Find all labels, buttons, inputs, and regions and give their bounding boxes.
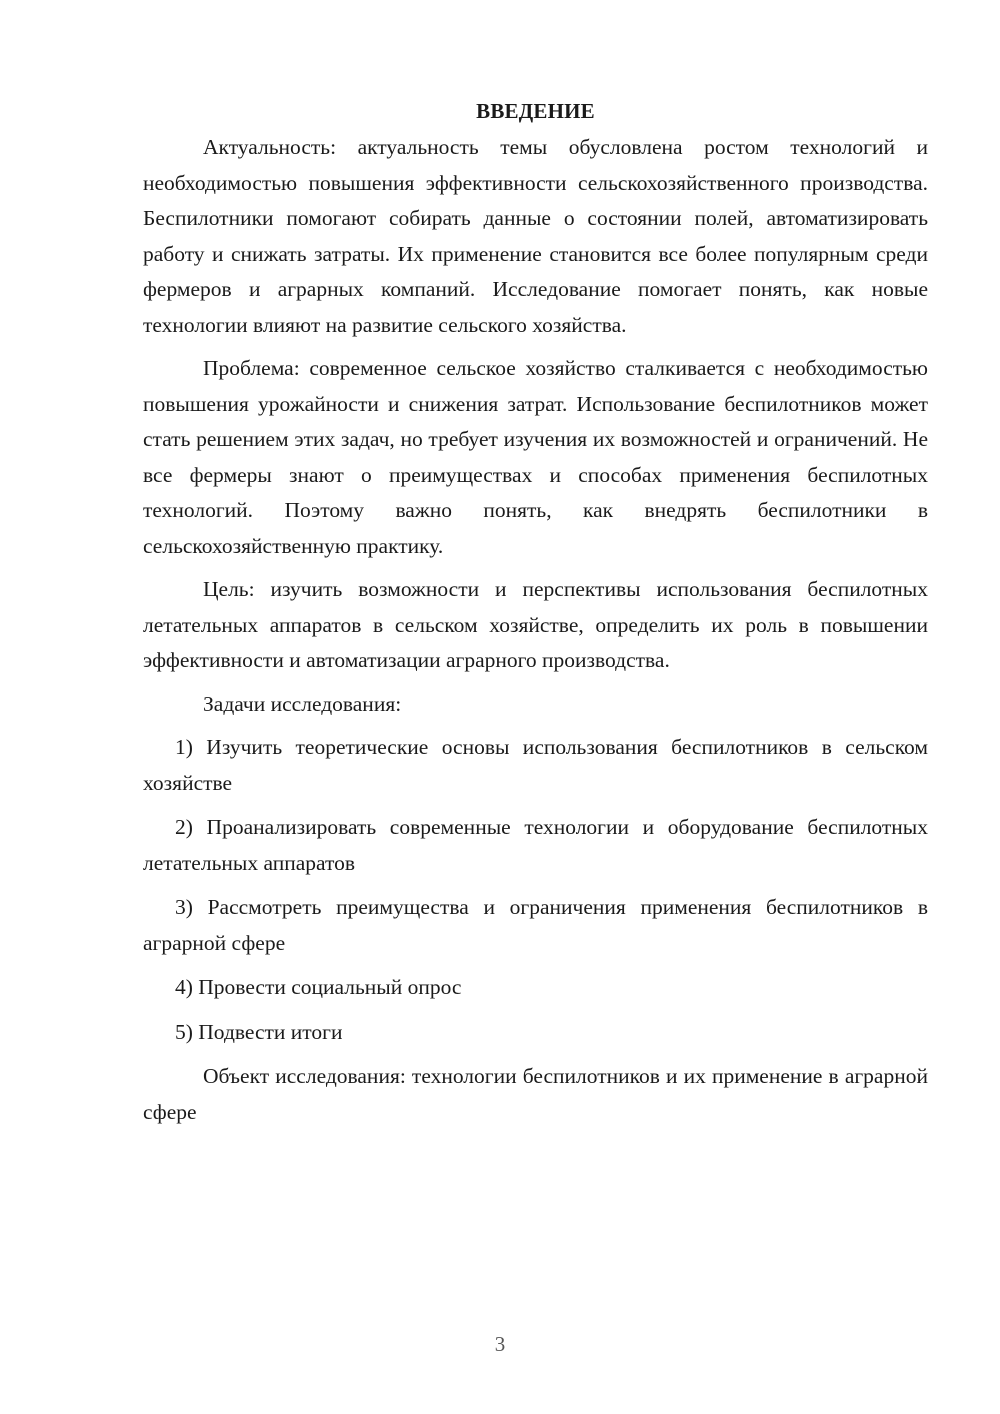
list-item: 5) Подвести итоги [175,1019,343,1044]
list-item: 1) Изучить теоретические основы использования беспилотников в сельском хозяйстве [143,735,928,795]
list-item: 3) Рассмотреть преимущества и ограничения применения беспилотников в аграрной сфере [143,895,928,955]
tasks-title: Задачи исследования: [203,691,402,716]
paragraph-relevance: Актуальность: актуальность темы обусловлена ростом технологий и необходимостью повышения эффективности сельскохозяйственного производства. Беспилотники помогают собирать данные о состоянии полей, автоматизировать работу и снижать затраты. Их применение становится все более популярным среди фермеров и аграрных компаний. Исследование помогает понять, как новые технологии влияют на развитие сельского хозяйства. [143,135,928,337]
paragraph-goal: Цель: изучить возможности и перспективы использования беспилотных летательных аппаратов в сельском хозяйстве, определить их роль в повышении эффективности и автоматизации аграрного производства. [143,577,928,672]
tasks-list [143,730,928,1050]
paragraph-problem: Проблема: современное сельское хозяйство сталкивается с необходимостью повышения урожайности и снижения затрат. Использование беспилотников может стать решением этих задач, но требует изучения их возможностей и ограничений. Не все фермеры знают о преимуществах и способах применения беспилотных технологий. Поэтому важно понять, как внедрять беспилотники в сельскохозяйственную практику. [143,356,928,558]
list-item: 2) Проанализировать современные технологии и оборудование беспилотных летательных аппаратов [143,815,928,875]
page-number: 3 [494,1332,506,1356]
list-item: 4) Провести социальный опрос [175,975,462,999]
paragraph-object: Объект исследования: технологии беспилотников и их применение в аграрной сфере [143,1064,928,1124]
section-heading: ВВЕДЕНИЕ [476,99,595,123]
page-content [143,96,928,1138]
